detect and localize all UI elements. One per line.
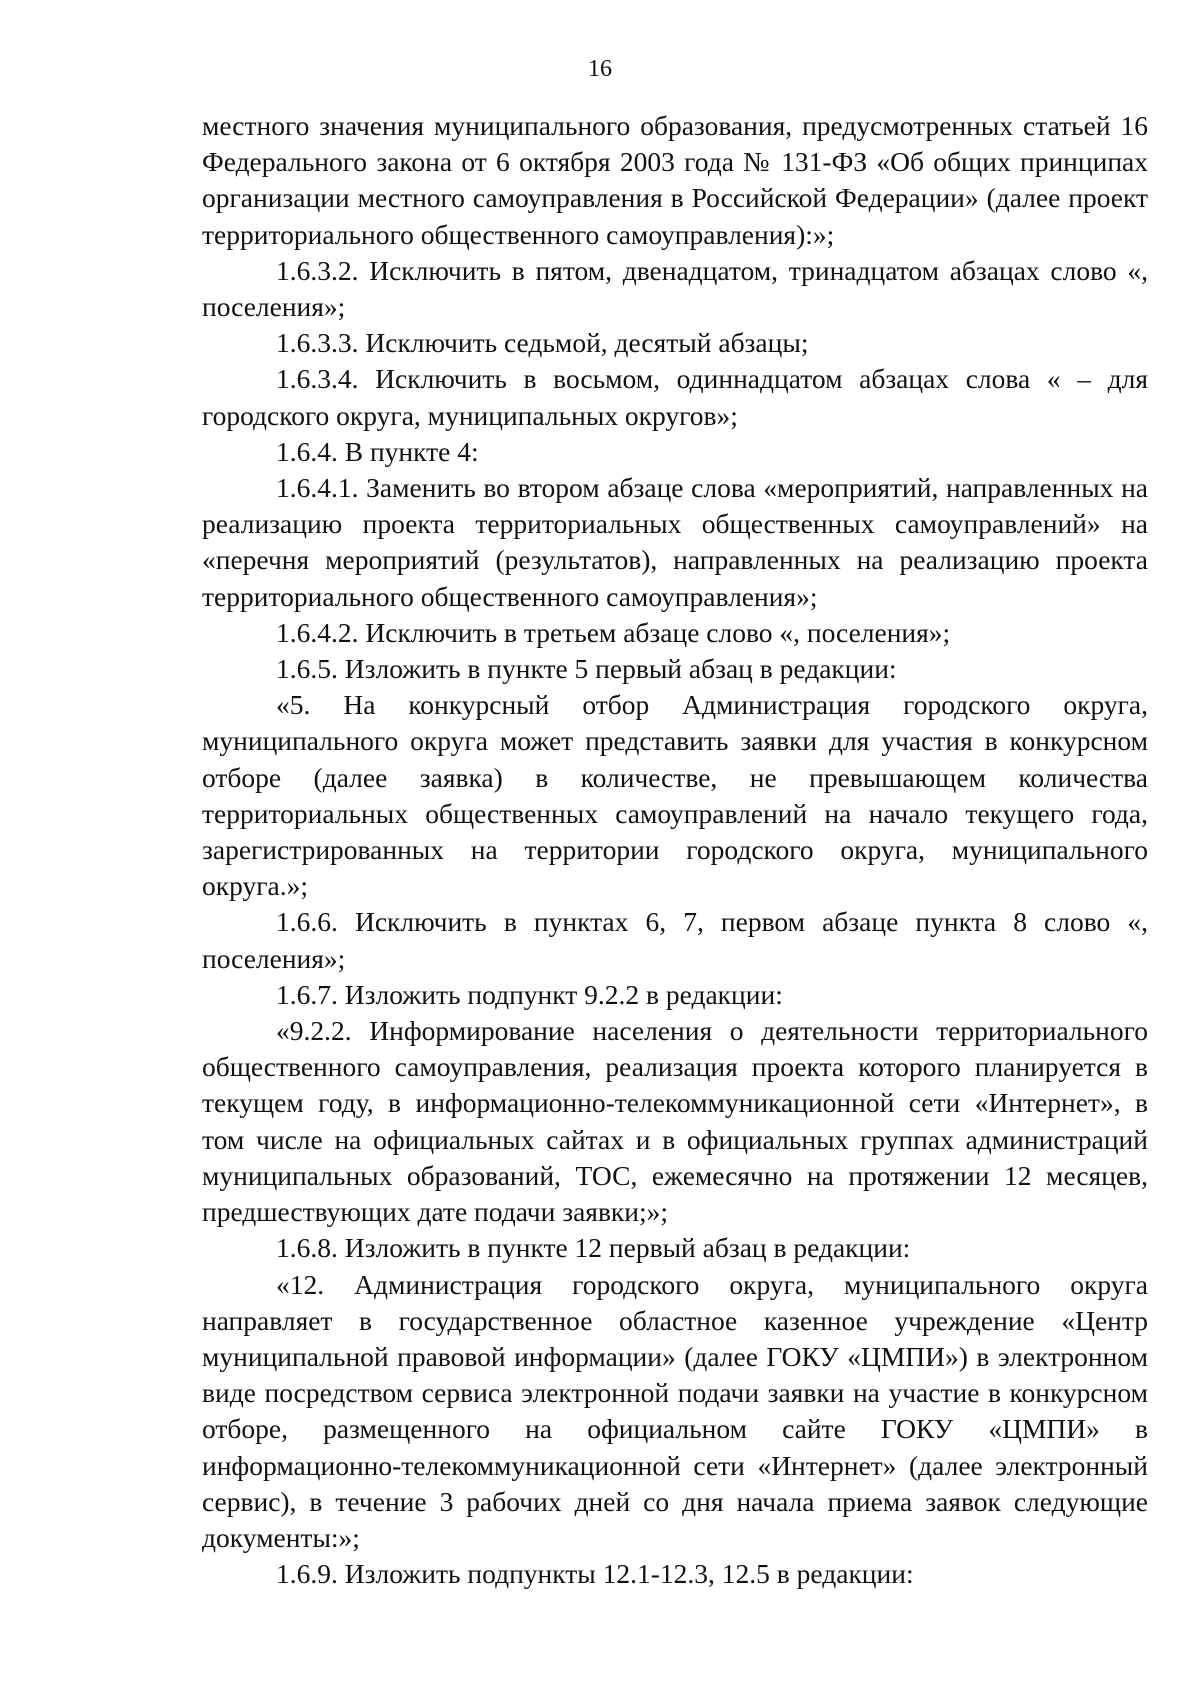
paragraph: 1.6.3.4. Исключить в восьмом, одиннадцатом абзацах слова « – для городского округа, муниципальных округов»; — [202, 363, 1148, 431]
paragraph: 1.6.8. Изложить в пункте 12 первый абзац в редакции: — [276, 1232, 911, 1264]
document-body — [202, 108, 1148, 1592]
paragraph: 1.6.5. Изложить в пункте 5 первый абзац в редакции: — [276, 653, 897, 685]
paragraph: «12. Администрация городского округа, муниципального округа направляет в государственное областное казенное учреждение «Центр муниципальной правовой информации» (далее ГОКУ «ЦМПИ») в электронном виде посредством сервиса электронной подачи заявки на участие в конкурсном отборе, размещенного на официальном сайте ГОКУ «ЦМПИ» в информационно-телекоммуникационной сети «Интернет» (далее электронный сервис), в течение 3 рабочих дней со дня начала приема заявок следующие документы:»; — [202, 1268, 1148, 1553]
paragraph: местного значения муниципального образования, предусмотренных статьей 16 Федерального закона от 6 октября 2003 года № 131-ФЗ «Об общих принципах организации местного самоуправления в Российской Федерации» (далее проект территориального общественного самоуправления):»; — [202, 110, 1148, 250]
paragraph: 1.6.4.1. Заменить во втором абзаце слова «мероприятий, направленных на реализацию проекта территориальных общественных самоуправлений» на «перечня мероприятий (результатов), направленных на реализацию проекта территориального общественного самоуправления»; — [202, 472, 1148, 612]
paragraph: 1.6.4.2. Исключить в третьем абзаце слово «, поселения»; — [276, 616, 951, 648]
paragraph: «5. На конкурсный отбор Администрация городского округа, муниципального округа может представить заявки для участия в конкурсном отборе (далее заявка) в количестве, не превышающем количества территориальных общественных самоуправлений на начало текущего года, зарегистрированных на территории городского округа, муниципального округа.»; — [202, 689, 1148, 902]
paragraph: 1.6.3.3. Исключить седьмой, десятый абзацы; — [276, 327, 809, 359]
paragraph: 1.6.4. В пункте 4: — [276, 435, 479, 467]
paragraph: 1.6.7. Изложить подпункт 9.2.2 в редакции: — [276, 978, 783, 1010]
paragraph: 1.6.6. Исключить в пунктах 6, 7, первом абзаце пункта 8 слово «, поселения»; — [202, 906, 1148, 974]
paragraph: 1.6.9. Изложить подпункты 12.1-12.3, 12.5 в редакции: — [276, 1558, 914, 1590]
page-number: 16 — [588, 56, 612, 82]
paragraph: «9.2.2. Информирование населения о деятельности территориального общественного самоуправления, реализация проекта которого планируется в текущем году, в информационно-телекоммуникационной сети «Интернет», в том числе на официальных сайтах и в официальных группах администраций муниципальных образований, ТОС, ежемесячно на протяжении 12 месяцев, предшествующих дате подачи заявки;»; — [202, 1015, 1148, 1228]
paragraph: 1.6.3.2. Исключить в пятом, двенадцатом, тринадцатом абзацах слово «, поселения»; — [202, 254, 1148, 323]
